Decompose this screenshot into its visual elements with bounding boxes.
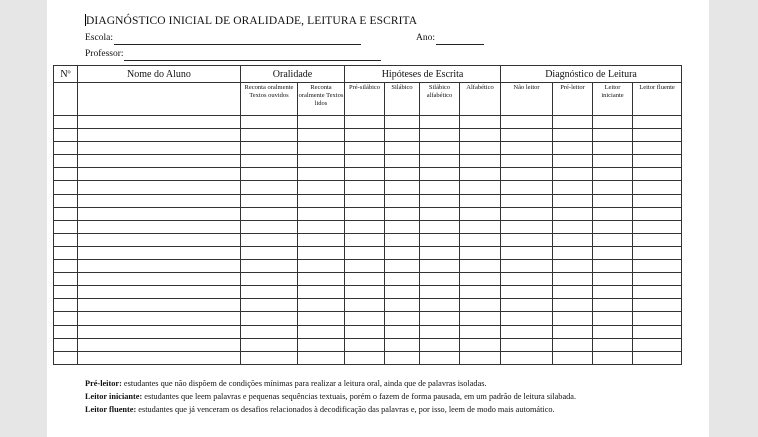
legend-pre-leitor xyxy=(85,379,487,388)
table-cell[interactable] xyxy=(78,194,241,207)
document-title-text: DIAGNÓSTICO INICIAL DE ORALIDADE, LEITURA E ESCRITA xyxy=(86,15,418,27)
table-cell[interactable] xyxy=(385,351,420,364)
table-cell[interactable] xyxy=(501,155,553,168)
table-cell[interactable] xyxy=(593,260,633,273)
table-cell[interactable] xyxy=(241,260,298,273)
table-row xyxy=(54,181,682,194)
table-cell[interactable] xyxy=(553,312,593,325)
table-cell[interactable] xyxy=(420,129,460,142)
table-cell[interactable] xyxy=(345,168,385,181)
table-cell[interactable] xyxy=(345,207,385,220)
table-cell[interactable] xyxy=(633,181,682,194)
table-cell[interactable] xyxy=(460,142,501,155)
table-cell[interactable] xyxy=(633,142,682,155)
table-cell[interactable] xyxy=(385,155,420,168)
table-cell[interactable] xyxy=(78,246,241,259)
table-cell[interactable] xyxy=(298,273,345,286)
table-cell[interactable] xyxy=(420,142,460,155)
table-cell[interactable] xyxy=(420,246,460,259)
table-cell[interactable] xyxy=(241,273,298,286)
table-cell[interactable] xyxy=(633,273,682,286)
table-cell[interactable] xyxy=(385,116,420,129)
subheader-alfabetico: Alfabético xyxy=(460,83,501,116)
table-cell[interactable] xyxy=(593,246,633,259)
table-cell[interactable] xyxy=(78,351,241,364)
table-cell[interactable] xyxy=(460,168,501,181)
table-cell[interactable] xyxy=(385,325,420,338)
table-cell[interactable] xyxy=(553,246,593,259)
table-cell[interactable] xyxy=(633,155,682,168)
table-row xyxy=(54,207,682,220)
table-cell[interactable] xyxy=(460,312,501,325)
table-cell[interactable] xyxy=(553,207,593,220)
table-row xyxy=(54,233,682,246)
table-cell[interactable] xyxy=(633,220,682,233)
legend-text: estudantes que leem palavras e pequenas sequências textuais, porém o fazem de forma pausada, em um padrão de leitura silabada. xyxy=(142,392,577,401)
table-cell[interactable] xyxy=(54,338,78,351)
table-cell[interactable] xyxy=(345,246,385,259)
table-cell[interactable] xyxy=(460,351,501,364)
table-cell[interactable] xyxy=(298,168,345,181)
table-cell[interactable] xyxy=(460,207,501,220)
table-cell[interactable] xyxy=(593,338,633,351)
table-cell[interactable] xyxy=(420,351,460,364)
table-cell[interactable] xyxy=(345,181,385,194)
table-cell[interactable] xyxy=(298,338,345,351)
table-cell[interactable] xyxy=(420,155,460,168)
table-cell[interactable] xyxy=(54,299,78,312)
table-cell[interactable] xyxy=(593,312,633,325)
table-cell[interactable] xyxy=(553,273,593,286)
table-cell[interactable] xyxy=(54,260,78,273)
page-gutter xyxy=(709,0,758,437)
table-cell[interactable] xyxy=(78,155,241,168)
table-cell[interactable] xyxy=(460,325,501,338)
table-cell[interactable] xyxy=(78,299,241,312)
table-cell[interactable] xyxy=(345,338,385,351)
table-cell[interactable] xyxy=(553,260,593,273)
table-cell[interactable] xyxy=(501,338,553,351)
table-cell[interactable] xyxy=(593,142,633,155)
table-cell[interactable] xyxy=(241,181,298,194)
table-cell[interactable] xyxy=(501,220,553,233)
subheader-nao-leitor: Não leitor xyxy=(501,83,553,116)
table-cell[interactable] xyxy=(241,194,298,207)
table-cell[interactable] xyxy=(501,142,553,155)
subheader-leitor-iniciante: Leitor iniciante xyxy=(593,83,633,116)
header-oralidade: Oralidade xyxy=(241,66,345,83)
table-cell[interactable] xyxy=(633,194,682,207)
table-cell[interactable] xyxy=(593,129,633,142)
table-cell[interactable] xyxy=(78,325,241,338)
table-row xyxy=(54,273,682,286)
subheader-reconta-ouvidos: Reconta oralmente Textos ouvidos xyxy=(241,83,298,116)
legend-term: Pré-leitor: xyxy=(85,379,122,388)
table-row xyxy=(54,260,682,273)
table-cell[interactable] xyxy=(298,220,345,233)
table-cell[interactable] xyxy=(54,207,78,220)
table-cell[interactable] xyxy=(54,129,78,142)
table-row xyxy=(54,325,682,338)
table-row xyxy=(54,142,682,155)
table-cell[interactable] xyxy=(345,155,385,168)
table-cell[interactable] xyxy=(460,220,501,233)
table-cell[interactable] xyxy=(633,260,682,273)
table-row xyxy=(54,246,682,259)
table-cell[interactable] xyxy=(345,286,385,299)
table-cell[interactable] xyxy=(385,338,420,351)
table-cell[interactable] xyxy=(54,142,78,155)
table-cell[interactable] xyxy=(385,299,420,312)
table-cell[interactable] xyxy=(593,181,633,194)
table-cell[interactable] xyxy=(633,233,682,246)
table-cell[interactable] xyxy=(553,168,593,181)
table-row xyxy=(54,338,682,351)
table-cell[interactable] xyxy=(385,273,420,286)
table-cell[interactable] xyxy=(460,116,501,129)
table-cell[interactable] xyxy=(54,194,78,207)
table-cell[interactable] xyxy=(54,181,78,194)
table-cell[interactable] xyxy=(385,181,420,194)
table-cell[interactable] xyxy=(420,325,460,338)
table-cell[interactable] xyxy=(54,273,78,286)
subheader-reconta-lidos: Reconta oralmente Textos lidos xyxy=(298,83,345,116)
table-cell[interactable] xyxy=(78,129,241,142)
table-cell[interactable] xyxy=(385,207,420,220)
table-cell[interactable] xyxy=(553,286,593,299)
table-cell[interactable] xyxy=(241,129,298,142)
table-cell[interactable] xyxy=(345,116,385,129)
table-cell[interactable] xyxy=(78,233,241,246)
table-cell[interactable] xyxy=(241,246,298,259)
table-cell[interactable] xyxy=(553,155,593,168)
table-cell[interactable] xyxy=(553,116,593,129)
table-cell[interactable] xyxy=(593,168,633,181)
table-cell[interactable] xyxy=(553,142,593,155)
table-cell[interactable] xyxy=(241,299,298,312)
table-cell[interactable] xyxy=(78,273,241,286)
table-cell[interactable] xyxy=(241,220,298,233)
legend-term: Leitor fluente: xyxy=(85,405,137,414)
table-cell[interactable] xyxy=(553,351,593,364)
table-cell[interactable] xyxy=(501,181,553,194)
table-cell[interactable] xyxy=(553,338,593,351)
table-cell[interactable] xyxy=(460,155,501,168)
table-cell[interactable] xyxy=(345,142,385,155)
table-cell[interactable] xyxy=(420,312,460,325)
table-row xyxy=(54,351,682,364)
table-cell[interactable] xyxy=(501,246,553,259)
table-cell[interactable] xyxy=(54,312,78,325)
table-cell[interactable] xyxy=(501,260,553,273)
table-cell[interactable] xyxy=(420,116,460,129)
table-cell[interactable] xyxy=(633,286,682,299)
table-cell[interactable] xyxy=(385,286,420,299)
table-cell[interactable] xyxy=(345,194,385,207)
table-row xyxy=(54,312,682,325)
table-cell[interactable] xyxy=(460,299,501,312)
table-cell[interactable] xyxy=(54,246,78,259)
table-cell[interactable] xyxy=(633,351,682,364)
table-row xyxy=(54,299,682,312)
legend-text: estudantes que não dispõem de condições mínimas para realizar a leitura oral, ainda que de palavras isoladas. xyxy=(121,379,487,388)
table-cell[interactable] xyxy=(345,312,385,325)
table-cell[interactable] xyxy=(501,116,553,129)
table-cell[interactable] xyxy=(54,351,78,364)
table-cell[interactable] xyxy=(54,286,78,299)
subheader-silabico: Silábico xyxy=(385,83,420,116)
table-cell[interactable] xyxy=(460,338,501,351)
table-cell[interactable] xyxy=(345,299,385,312)
table-cell[interactable] xyxy=(501,312,553,325)
table-cell[interactable] xyxy=(385,312,420,325)
table-cell[interactable] xyxy=(298,116,345,129)
table-cell[interactable] xyxy=(633,325,682,338)
table-cell[interactable] xyxy=(593,351,633,364)
table-cell[interactable] xyxy=(298,142,345,155)
table-cell[interactable] xyxy=(553,233,593,246)
table-cell[interactable] xyxy=(420,273,460,286)
table-cell[interactable] xyxy=(345,273,385,286)
table-body xyxy=(54,116,682,365)
table-cell[interactable] xyxy=(78,220,241,233)
table-cell[interactable] xyxy=(593,273,633,286)
table-cell[interactable] xyxy=(345,351,385,364)
table-row xyxy=(54,194,682,207)
table-cell[interactable] xyxy=(298,233,345,246)
table-cell[interactable] xyxy=(633,338,682,351)
table-cell[interactable] xyxy=(420,181,460,194)
table-row xyxy=(54,168,682,181)
table-cell[interactable] xyxy=(501,325,553,338)
table-cell[interactable] xyxy=(593,194,633,207)
table-cell[interactable] xyxy=(298,181,345,194)
table-cell[interactable] xyxy=(54,155,78,168)
table-cell[interactable] xyxy=(385,194,420,207)
table-cell[interactable] xyxy=(633,246,682,259)
table-cell[interactable] xyxy=(420,338,460,351)
table-cell[interactable] xyxy=(78,116,241,129)
table-cell[interactable] xyxy=(78,168,241,181)
header-nome: Nome do Aluno xyxy=(78,66,241,83)
subheader-pre-silabico: Pré-silábico xyxy=(345,83,385,116)
table-cell[interactable] xyxy=(633,116,682,129)
table-cell[interactable] xyxy=(633,312,682,325)
table-cell[interactable] xyxy=(553,129,593,142)
table-cell[interactable] xyxy=(420,220,460,233)
table-cell[interactable] xyxy=(345,129,385,142)
table-cell[interactable] xyxy=(298,325,345,338)
header-diagnostico: Diagnóstico de Leitura xyxy=(501,66,682,83)
table-cell[interactable] xyxy=(593,116,633,129)
table-cell[interactable] xyxy=(420,299,460,312)
table-cell[interactable] xyxy=(78,260,241,273)
table-cell[interactable] xyxy=(54,233,78,246)
table-cell[interactable] xyxy=(501,207,553,220)
table-row xyxy=(54,220,682,233)
table-cell[interactable] xyxy=(593,299,633,312)
table-row xyxy=(54,116,682,129)
legend-leitor-iniciante xyxy=(85,392,576,401)
table-cell[interactable] xyxy=(241,312,298,325)
table-cell[interactable] xyxy=(633,168,682,181)
table-cell[interactable] xyxy=(501,351,553,364)
table-cell[interactable] xyxy=(78,286,241,299)
subheader-num-empty xyxy=(54,83,78,116)
table-cell[interactable] xyxy=(345,325,385,338)
table-cell[interactable] xyxy=(633,207,682,220)
subheader-leitor-fluente: Leitor fluente xyxy=(633,83,682,116)
table-cell[interactable] xyxy=(460,194,501,207)
table-cell[interactable] xyxy=(460,260,501,273)
legend-text: estudantes que já venceram os desafios relacionados à decodificação das palavras e, por isso, leem de modo mais automático. xyxy=(136,405,555,414)
table-cell[interactable] xyxy=(593,325,633,338)
table-cell[interactable] xyxy=(501,299,553,312)
table-cell[interactable] xyxy=(241,142,298,155)
table-cell[interactable] xyxy=(460,129,501,142)
table-cell[interactable] xyxy=(420,233,460,246)
table-cell[interactable] xyxy=(501,194,553,207)
table-cell[interactable] xyxy=(420,194,460,207)
table-cell[interactable] xyxy=(241,207,298,220)
table-cell[interactable] xyxy=(54,116,78,129)
table-cell[interactable] xyxy=(460,181,501,194)
table-cell[interactable] xyxy=(593,233,633,246)
table-cell[interactable] xyxy=(633,129,682,142)
table-cell[interactable] xyxy=(78,181,241,194)
table-cell[interactable] xyxy=(501,168,553,181)
table-cell[interactable] xyxy=(385,233,420,246)
table-cell[interactable] xyxy=(385,168,420,181)
subheader-nome-empty xyxy=(78,83,241,116)
table-cell[interactable] xyxy=(553,325,593,338)
table-cell[interactable] xyxy=(385,142,420,155)
table-cell[interactable] xyxy=(385,260,420,273)
document-title[interactable] xyxy=(85,14,417,27)
table-cell[interactable] xyxy=(298,207,345,220)
table-cell[interactable] xyxy=(385,129,420,142)
table-cell[interactable] xyxy=(553,220,593,233)
table-cell[interactable] xyxy=(241,325,298,338)
table-cell[interactable] xyxy=(633,299,682,312)
table-cell[interactable] xyxy=(298,129,345,142)
escola-line xyxy=(114,44,361,45)
table-cell[interactable] xyxy=(460,233,501,246)
table-cell[interactable] xyxy=(593,207,633,220)
ano-line xyxy=(436,44,484,45)
table-cell[interactable] xyxy=(501,286,553,299)
table-cell[interactable] xyxy=(241,168,298,181)
table-cell[interactable] xyxy=(298,246,345,259)
table-cell[interactable] xyxy=(501,273,553,286)
table-cell[interactable] xyxy=(78,338,241,351)
table-cell[interactable] xyxy=(460,246,501,259)
table-cell[interactable] xyxy=(298,155,345,168)
table-cell[interactable] xyxy=(553,181,593,194)
table-cell[interactable] xyxy=(420,207,460,220)
table-cell[interactable] xyxy=(345,220,385,233)
table-cell[interactable] xyxy=(345,260,385,273)
table-cell[interactable] xyxy=(54,168,78,181)
table-cell[interactable] xyxy=(420,260,460,273)
table-cell[interactable] xyxy=(298,299,345,312)
table-cell[interactable] xyxy=(553,299,593,312)
table-cell[interactable] xyxy=(460,273,501,286)
table-cell[interactable] xyxy=(78,142,241,155)
table-cell[interactable] xyxy=(553,194,593,207)
table-cell[interactable] xyxy=(420,168,460,181)
table-cell[interactable] xyxy=(241,233,298,246)
professor-line xyxy=(124,60,381,61)
header-num: Nº xyxy=(54,66,78,83)
subheader-silabico-alfabetico: Silábico alfabético xyxy=(420,83,460,116)
table-cell[interactable] xyxy=(298,286,345,299)
table-cell[interactable] xyxy=(241,155,298,168)
table-row xyxy=(54,286,682,299)
table-cell[interactable] xyxy=(501,233,553,246)
table-cell[interactable] xyxy=(54,220,78,233)
table-cell[interactable] xyxy=(593,220,633,233)
table-row xyxy=(54,129,682,142)
table-cell[interactable] xyxy=(593,155,633,168)
table-cell[interactable] xyxy=(298,312,345,325)
table-cell[interactable] xyxy=(241,351,298,364)
student-diagnostic-table xyxy=(53,65,682,365)
table-cell[interactable] xyxy=(241,286,298,299)
table-cell[interactable] xyxy=(298,194,345,207)
table-cell[interactable] xyxy=(501,129,553,142)
header-hipoteses: Hipóteses de Escrita xyxy=(345,66,501,83)
table-cell[interactable] xyxy=(241,338,298,351)
table-cell[interactable] xyxy=(241,116,298,129)
table-cell[interactable] xyxy=(345,233,385,246)
table-cell[interactable] xyxy=(78,207,241,220)
table-row xyxy=(54,155,682,168)
table-cell[interactable] xyxy=(460,286,501,299)
escola-label: Escola: xyxy=(85,33,113,43)
table-cell[interactable] xyxy=(385,220,420,233)
table-cell[interactable] xyxy=(54,325,78,338)
table-cell[interactable] xyxy=(593,286,633,299)
table-cell[interactable] xyxy=(420,286,460,299)
legend-term: Leitor iniciante: xyxy=(85,392,143,401)
table-cell[interactable] xyxy=(78,312,241,325)
table-cell[interactable] xyxy=(385,246,420,259)
ano-label: Ano: xyxy=(416,33,435,43)
table-cell[interactable] xyxy=(298,260,345,273)
professor-label: Professor: xyxy=(85,49,124,59)
legend-leitor-fluente xyxy=(85,405,555,414)
subheader-pre-leitor: Pré-leitor xyxy=(553,83,593,116)
table-cell[interactable] xyxy=(298,351,345,364)
